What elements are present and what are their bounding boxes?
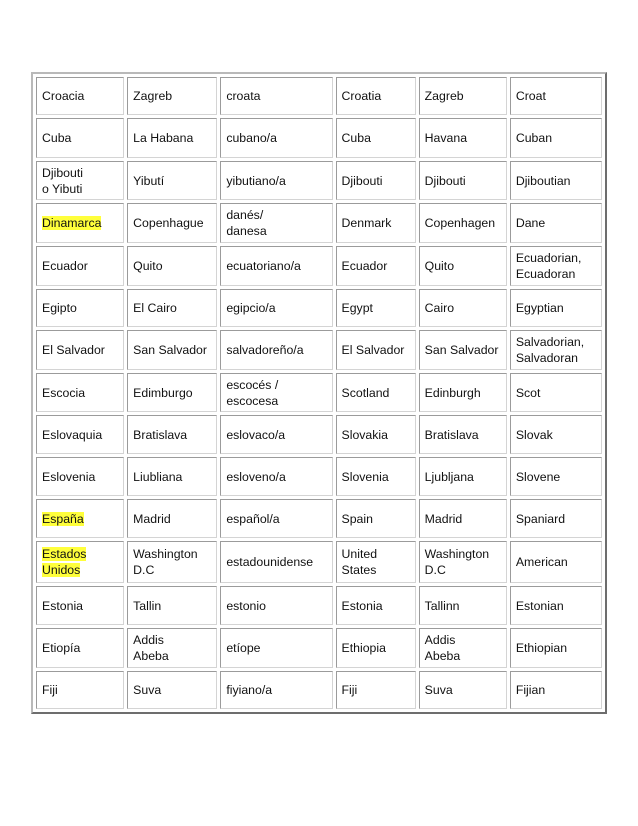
cell-english-capital: Havana [419, 118, 507, 158]
table-row [36, 118, 602, 158]
cell-english-country: Ecuador [336, 246, 416, 286]
cell-english-nationality: Djiboutian [510, 161, 602, 200]
cell-spanish-capital: Suva [127, 671, 217, 709]
cell-english-capital: Quito [419, 246, 507, 286]
table-row [36, 457, 602, 496]
cell-spanish-nationality: fiyiano/a [220, 671, 332, 709]
table-row [36, 373, 602, 412]
cell-english-capital: Suva [419, 671, 507, 709]
cell-spanish-capital: Yibutí [127, 161, 217, 200]
cell-spanish-country: Eslovenia [36, 457, 124, 496]
cell-english-capital: San Salvador [419, 330, 507, 370]
table-row [36, 203, 602, 243]
cell-english-capital: Copenhagen [419, 203, 507, 243]
cell-english-country: Djibouti [336, 161, 416, 200]
cell-spanish-nationality: egipcio/a [220, 289, 332, 327]
cell-spanish-capital: Tallin [127, 586, 217, 625]
cell-english-capital: Cairo [419, 289, 507, 327]
cell-spanish-capital: Copenhague [127, 203, 217, 243]
table-row [36, 586, 602, 625]
table-row [36, 499, 602, 538]
cell-english-country: Denmark [336, 203, 416, 243]
country-table-frame [31, 72, 607, 714]
cell-spanish-nationality: estadounidense [220, 541, 332, 583]
cell-spanish-nationality: eslovaco/a [220, 415, 332, 454]
table-row [36, 330, 602, 370]
cell-spanish-country [36, 541, 124, 583]
cell-spanish-capital: Bratislava [127, 415, 217, 454]
table-row [36, 77, 602, 115]
cell-english-nationality: Scot [510, 373, 602, 412]
cell-english-country: Slovenia [336, 457, 416, 496]
cell-english-country: Estonia [336, 586, 416, 625]
cell-english-capital: Edinburgh [419, 373, 507, 412]
cell-english-country: Ethiopia [336, 628, 416, 668]
cell-spanish-country: Fiji [36, 671, 124, 709]
cell-spanish-country: Egipto [36, 289, 124, 327]
cell-spanish-country: Eslovaquia [36, 415, 124, 454]
cell-spanish-nationality: estonio [220, 586, 332, 625]
cell-spanish-country: Croacia [36, 77, 124, 115]
cell-spanish-capital: El Cairo [127, 289, 217, 327]
cell-spanish-country: El Salvador [36, 330, 124, 370]
highlighted-country-name: Dinamarca [42, 216, 102, 230]
cell-english-country: Slovakia [336, 415, 416, 454]
table-row [36, 541, 602, 583]
cell-spanish-country: Estonia [36, 586, 124, 625]
highlighted-country-name: España [42, 511, 84, 526]
cell-english-country: Croatia [336, 77, 416, 115]
cell-english-nationality: Salvadorian, Salvadoran [510, 330, 602, 370]
cell-spanish-capital: Liubliana [127, 457, 217, 496]
table-row [36, 246, 602, 286]
cell-spanish-country: Cuba [36, 118, 124, 158]
cell-english-nationality: Slovak [510, 415, 602, 454]
cell-spanish-capital: Quito [127, 246, 217, 286]
cell-spanish-nationality: croata [220, 77, 332, 115]
cell-spanish-country: Djibouti o Yibuti [36, 161, 124, 200]
cell-english-capital: Djibouti [419, 161, 507, 200]
cell-spanish-nationality: yibutiano/a [220, 161, 332, 200]
cell-english-capital: Tallinn [419, 586, 507, 625]
cell-spanish-country [36, 499, 124, 538]
cell-english-nationality: Slovene [510, 457, 602, 496]
cell-spanish-country: Etiopía [36, 628, 124, 668]
highlighted-country-name: Estados Unidos [42, 547, 87, 577]
cell-english-nationality: Spaniard [510, 499, 602, 538]
cell-spanish-nationality: ecuatoriano/a [220, 246, 332, 286]
table-row [36, 671, 602, 709]
table-row [36, 415, 602, 454]
cell-spanish-nationality: escocés / escocesa [220, 373, 332, 412]
cell-english-country: United States [336, 541, 416, 583]
cell-spanish-capital: Addis Abeba [127, 628, 217, 668]
cell-english-capital: Zagreb [419, 77, 507, 115]
cell-english-capital: Addis Abeba [419, 628, 507, 668]
cell-spanish-capital: Washington D.C [127, 541, 217, 583]
cell-english-nationality: Ecuadorian, Ecuadoran [510, 246, 602, 286]
country-table-body [36, 77, 602, 709]
cell-english-country: Scotland [336, 373, 416, 412]
cell-spanish-country: Escocia [36, 373, 124, 412]
cell-spanish-capital: Edimburgo [127, 373, 217, 412]
cell-spanish-nationality: danés/ danesa [220, 203, 332, 243]
cell-english-nationality: Egyptian [510, 289, 602, 327]
cell-english-capital: Madrid [419, 499, 507, 538]
cell-english-country: Cuba [336, 118, 416, 158]
cell-english-country: El Salvador [336, 330, 416, 370]
table-row [36, 628, 602, 668]
cell-english-nationality: Estonian [510, 586, 602, 625]
cell-english-nationality: American [510, 541, 602, 583]
cell-english-nationality: Cuban [510, 118, 602, 158]
table-row [36, 289, 602, 327]
cell-spanish-capital: Madrid [127, 499, 217, 538]
cell-spanish-nationality: cubano/a [220, 118, 332, 158]
cell-spanish-country: Ecuador [36, 246, 124, 286]
cell-english-capital: Washington D.C [419, 541, 507, 583]
cell-english-nationality: Ethiopian [510, 628, 602, 668]
cell-spanish-country [36, 203, 124, 243]
cell-spanish-nationality: etíope [220, 628, 332, 668]
cell-spanish-nationality: español/a [220, 499, 332, 538]
cell-english-country: Fiji [336, 671, 416, 709]
cell-spanish-nationality: salvadoreño/a [220, 330, 332, 370]
cell-spanish-nationality: esloveno/a [220, 457, 332, 496]
cell-spanish-capital: San Salvador [127, 330, 217, 370]
cell-english-nationality: Dane [510, 203, 602, 243]
cell-english-country: Egypt [336, 289, 416, 327]
cell-english-capital: Ljubljana [419, 457, 507, 496]
cell-english-country: Spain [336, 499, 416, 538]
table-row [36, 161, 602, 200]
cell-english-nationality: Fijian [510, 671, 602, 709]
country-table [33, 74, 605, 712]
cell-spanish-capital: Zagreb [127, 77, 217, 115]
cell-english-capital: Bratislava [419, 415, 507, 454]
cell-spanish-capital: La Habana [127, 118, 217, 158]
cell-english-nationality: Croat [510, 77, 602, 115]
